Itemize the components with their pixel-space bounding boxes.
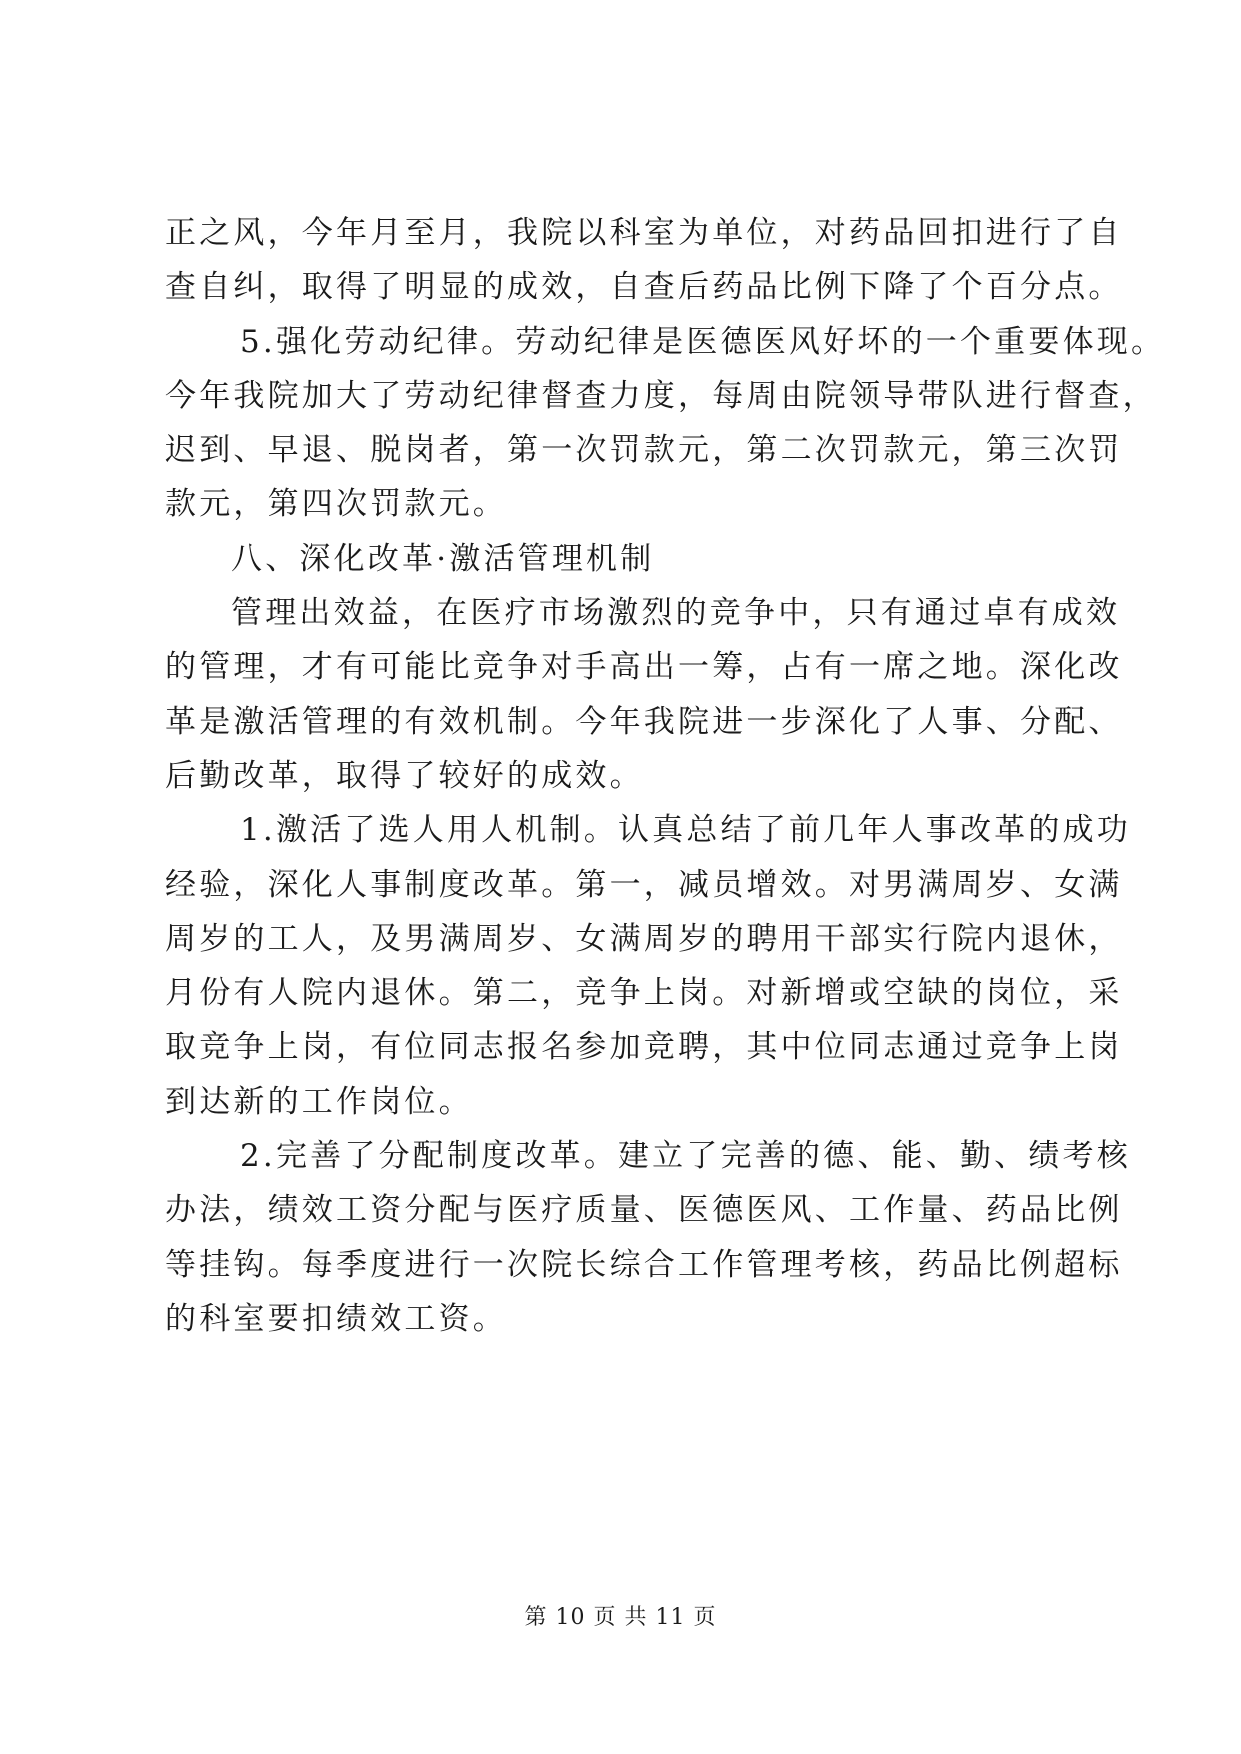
text-line: 查自纠，取得了明显的成效，自查后药品比例下降了个百分点。 bbox=[165, 269, 1123, 305]
section-heading: 八、深化改革·激活管理机制 bbox=[231, 541, 655, 577]
text-line: 的科室要扣绩效工资。 bbox=[165, 1301, 507, 1337]
text-line: 办法，绩效工资分配与医疗质量、医德医风、工作量、药品比例 bbox=[165, 1192, 1123, 1228]
text-line: 等挂钩。每季度进行一次院长综合工作管理考核，药品比例超标 bbox=[165, 1247, 1123, 1283]
text-line: 1.激活了选人用人机制。认真总结了前几年人事改革的成功 bbox=[240, 812, 1131, 848]
text-line: 经验，深化人事制度改革。第一，减员增效。对男满周岁、女满 bbox=[165, 867, 1123, 903]
text-line: 的管理，才有可能比竞争对手高出一筹，占有一席之地。深化改 bbox=[165, 649, 1123, 685]
text-line: 月份有人院内退休。第二，竞争上岗。对新增或空缺的岗位，采 bbox=[165, 975, 1123, 1011]
page-footer: 第 10 页 共 11 页 bbox=[524, 1605, 717, 1630]
text-line: 到达新的工作岗位。 bbox=[165, 1084, 473, 1120]
text-line: 革是激活管理的有效机制。今年我院进一步深化了人事、分配、 bbox=[165, 704, 1123, 740]
text-line: 周岁的工人，及男满周岁、女满周岁的聘用干部实行院内退休， bbox=[165, 921, 1123, 957]
text-line: 管理出效益，在医疗市场激烈的竞争中，只有通过卓有成效 bbox=[231, 595, 1121, 631]
text-line: 5.强化劳动纪律。劳动纪律是医德医风好坏的一个重要体现。 bbox=[240, 324, 1166, 360]
text-line: 今年我院加大了劳动纪律督查力度，每周由院领导带队进行督查， bbox=[165, 378, 1157, 414]
text-line: 后勤改革，取得了较好的成效。 bbox=[165, 758, 644, 794]
text-line: 2.完善了分配制度改革。建立了完善的德、能、勤、绩考核 bbox=[240, 1138, 1131, 1174]
text-line: 取竞争上岗，有位同志报名参加竞聘，其中位同志通过竞争上岗 bbox=[165, 1029, 1123, 1065]
text-line: 正之风，今年月至月，我院以科室为单位，对药品回扣进行了自 bbox=[165, 215, 1123, 251]
text-line: 迟到、早退、脱岗者，第一次罚款元，第二次罚款元，第三次罚 bbox=[165, 432, 1123, 468]
text-line: 款元，第四次罚款元。 bbox=[165, 486, 507, 522]
